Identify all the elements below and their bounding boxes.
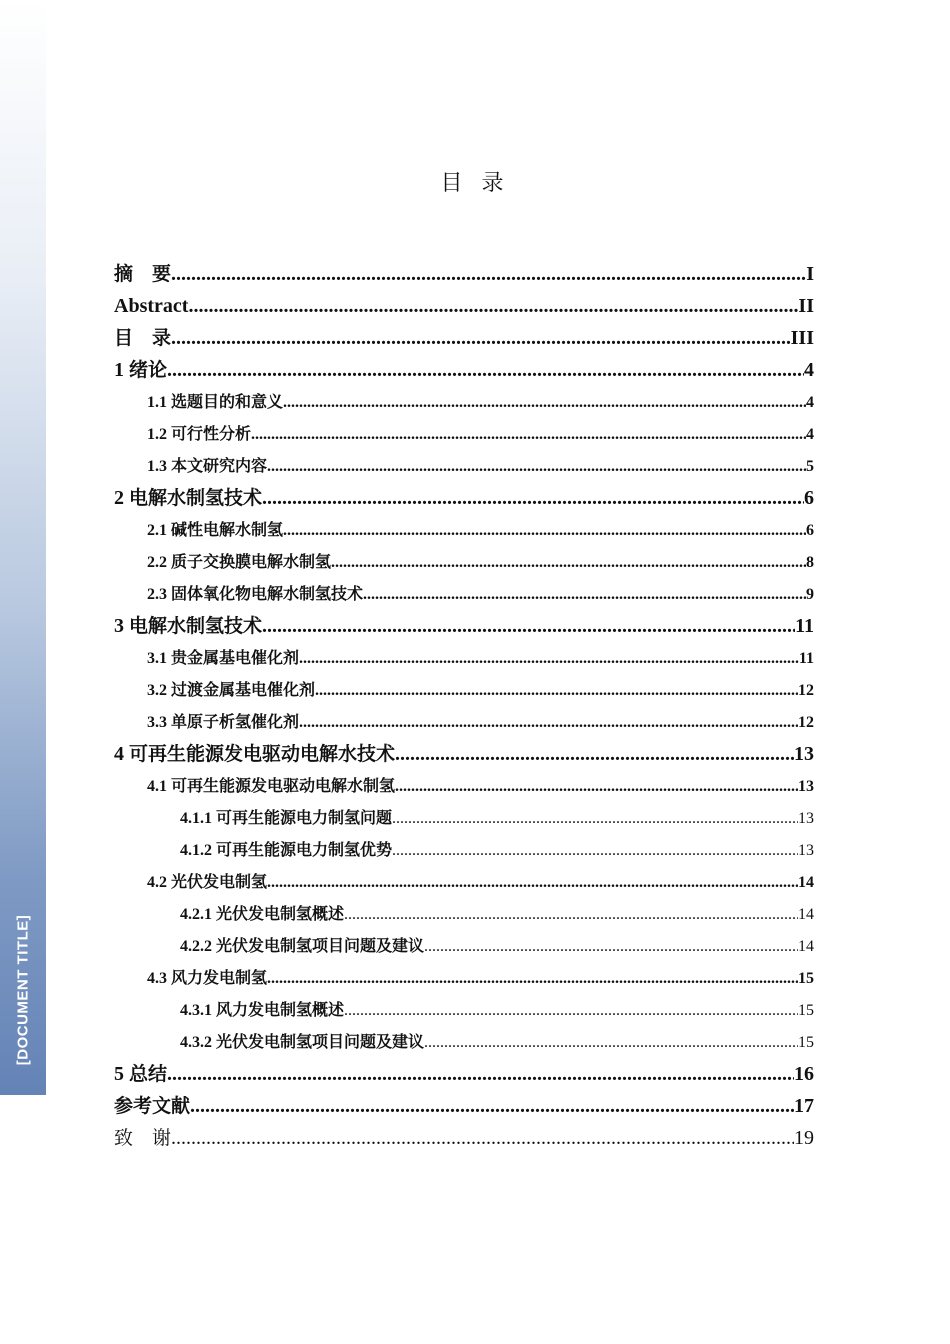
toc-leader	[395, 738, 794, 770]
toc-leader	[424, 1027, 798, 1059]
toc-entry[interactable]	[114, 354, 814, 386]
toc-page: 14	[798, 874, 814, 891]
toc-number: 4.1.2	[180, 842, 212, 859]
toc-label: 目 录	[114, 327, 172, 349]
toc-leader	[363, 579, 806, 611]
toc-entry[interactable]	[114, 898, 814, 930]
toc-leader	[262, 610, 795, 642]
toc-number: 4.1.1	[180, 810, 212, 827]
toc-page: 13	[798, 810, 814, 827]
toc-leader	[315, 675, 798, 707]
toc-label: 电解水制氢技术	[129, 487, 263, 509]
toc-leader	[267, 963, 798, 995]
toc-number: 3	[114, 615, 124, 637]
toc-entry[interactable]	[114, 514, 814, 546]
toc-page: 11	[798, 650, 814, 667]
toc-label: 贵金属基电催化剂	[171, 648, 300, 667]
toc-entry[interactable]	[114, 258, 814, 290]
toc-page: 8	[806, 554, 814, 571]
toc-entry[interactable]	[114, 962, 814, 994]
toc-label: 本文研究内容	[171, 456, 268, 475]
toc-leader	[171, 322, 791, 354]
toc-label: 光伏发电制氢概述	[216, 904, 345, 923]
toc-label: 可再生能源电力制氢问题	[216, 808, 393, 827]
toc-page: 17	[794, 1095, 814, 1117]
toc-leader	[262, 482, 804, 514]
toc-entry[interactable]	[114, 706, 814, 738]
toc-page: 19	[794, 1127, 814, 1149]
toc-page: 4	[806, 426, 814, 443]
toc-number: 4.2	[147, 874, 167, 891]
toc-entry[interactable]	[114, 322, 814, 354]
toc-page: 14	[798, 938, 814, 955]
toc-entry[interactable]	[114, 802, 814, 834]
toc-leader	[395, 771, 798, 803]
toc-entry[interactable]	[114, 1026, 814, 1058]
toc-leader	[188, 290, 798, 322]
toc-label: 固体氧化物电解水制氢技术	[171, 584, 364, 603]
toc-entry[interactable]	[114, 674, 814, 706]
toc-number: 4.2.1	[180, 906, 212, 923]
toc-label: 光伏发电制氢	[171, 872, 268, 891]
toc-label: 光伏发电制氢项目问题及建议	[216, 936, 425, 955]
toc-page: 15	[798, 1002, 814, 1019]
toc-number: 4	[114, 743, 124, 765]
toc-leader	[344, 899, 798, 931]
toc-label: 风力发电制氢概述	[216, 1000, 345, 1019]
toc-leader	[167, 354, 804, 386]
toc-page: 13	[794, 743, 814, 765]
toc-entry[interactable]	[114, 1122, 814, 1154]
toc-entry[interactable]	[114, 642, 814, 674]
toc-number: 1.2	[147, 426, 167, 443]
toc-leader	[392, 803, 798, 835]
toc-leader	[190, 1090, 794, 1122]
toc-label: 参考文献	[114, 1095, 191, 1117]
toc-page: 12	[798, 682, 814, 699]
toc-page: 11	[795, 615, 814, 637]
toc-label: 碱性电解水制氢	[171, 520, 284, 539]
toc-page: III	[790, 327, 814, 349]
toc-label: Abstract	[114, 295, 189, 317]
toc-page: 13	[798, 842, 814, 859]
toc-number: 4.2.2	[180, 938, 212, 955]
toc-leader	[167, 1058, 794, 1090]
toc-page: 15	[798, 1034, 814, 1051]
toc-page: 13	[798, 778, 814, 795]
toc-label: 选题目的和意义	[171, 392, 284, 411]
toc-label: 总结	[129, 1063, 168, 1085]
toc-leader	[299, 707, 798, 739]
toc-number: 3.2	[147, 682, 167, 699]
toc-leader	[331, 547, 806, 579]
toc-label: 可再生能源发电驱动电解水技术	[129, 743, 396, 765]
toc-number: 1.1	[147, 394, 167, 411]
toc-entry[interactable]	[114, 738, 814, 770]
toc-number: 2.1	[147, 522, 167, 539]
toc-page: 4	[804, 359, 814, 381]
toc-leader	[283, 387, 806, 419]
toc-label: 致 谢	[114, 1127, 172, 1149]
toc-page: I	[806, 263, 814, 285]
toc-number: 3.3	[147, 714, 167, 731]
toc-page: 16	[794, 1063, 814, 1085]
toc-number: 1.3	[147, 458, 167, 475]
toc-number: 5	[114, 1063, 124, 1085]
toc-number: 2.2	[147, 554, 167, 571]
toc-entry[interactable]	[114, 1090, 814, 1122]
toc-leader	[251, 419, 806, 451]
toc-entry[interactable]	[114, 610, 814, 642]
toc-number: 1	[114, 359, 124, 381]
toc-entry[interactable]	[114, 450, 814, 482]
toc-number: 4.3.2	[180, 1034, 212, 1051]
toc-label: 可行性分析	[171, 424, 252, 443]
toc-page: 6	[804, 487, 814, 509]
toc-number: 2	[114, 487, 124, 509]
toc-label: 过渡金属基电催化剂	[171, 680, 316, 699]
toc-page: 12	[798, 714, 814, 731]
toc-label: 电解水制氢技术	[129, 615, 263, 637]
toc-label: 可再生能源电力制氢优势	[216, 840, 393, 859]
toc-leader	[171, 258, 806, 290]
toc-page: 6	[806, 522, 814, 539]
toc-label: 光伏发电制氢项目问题及建议	[216, 1032, 425, 1051]
table-of-contents	[114, 258, 814, 1154]
toc-page: 9	[806, 586, 814, 603]
document-title-label: [DOCUMENT TITLE]	[14, 914, 32, 1066]
toc-entry[interactable]	[114, 930, 814, 962]
toc-number: 3.1	[147, 650, 167, 667]
toc-entry[interactable]	[114, 994, 814, 1026]
toc-entry[interactable]	[114, 1058, 814, 1090]
toc-label: 单原子析氢催化剂	[171, 712, 300, 731]
toc-entry[interactable]	[114, 386, 814, 418]
toc-leader	[344, 995, 798, 1027]
toc-leader	[392, 835, 798, 867]
toc-number: 2.3	[147, 586, 167, 603]
toc-number: 4.3	[147, 970, 167, 987]
toc-leader	[424, 931, 798, 963]
toc-page: 14	[798, 906, 814, 923]
side-title	[0, 0, 46, 1095]
toc-entry[interactable]	[114, 770, 814, 802]
toc-leader	[267, 867, 798, 899]
toc-entry[interactable]	[114, 834, 814, 866]
toc-label: 风力发电制氢	[171, 968, 268, 987]
toc-entry[interactable]	[114, 482, 814, 514]
toc-entry[interactable]	[114, 546, 814, 578]
toc-page: 5	[806, 458, 814, 475]
toc-page: 15	[798, 970, 814, 987]
toc-entry[interactable]	[114, 418, 814, 450]
toc-number: 4.3.1	[180, 1002, 212, 1019]
toc-entry[interactable]	[114, 290, 814, 322]
toc-page: 4	[806, 394, 814, 411]
toc-entry[interactable]	[114, 578, 814, 610]
toc-label: 质子交换膜电解水制氢	[171, 552, 332, 571]
toc-leader	[267, 451, 806, 483]
toc-label: 绪论	[129, 359, 168, 381]
toc-leader	[299, 643, 799, 675]
toc-entry[interactable]	[114, 866, 814, 898]
toc-leader	[171, 1122, 794, 1154]
page-title: 目 录	[440, 171, 510, 196]
toc-page: II	[798, 295, 814, 317]
toc-number: 4.1	[147, 778, 167, 795]
toc-leader	[283, 515, 806, 547]
toc-label: 可再生能源发电驱动电解水制氢	[171, 776, 396, 795]
toc-label: 摘 要	[114, 263, 172, 285]
